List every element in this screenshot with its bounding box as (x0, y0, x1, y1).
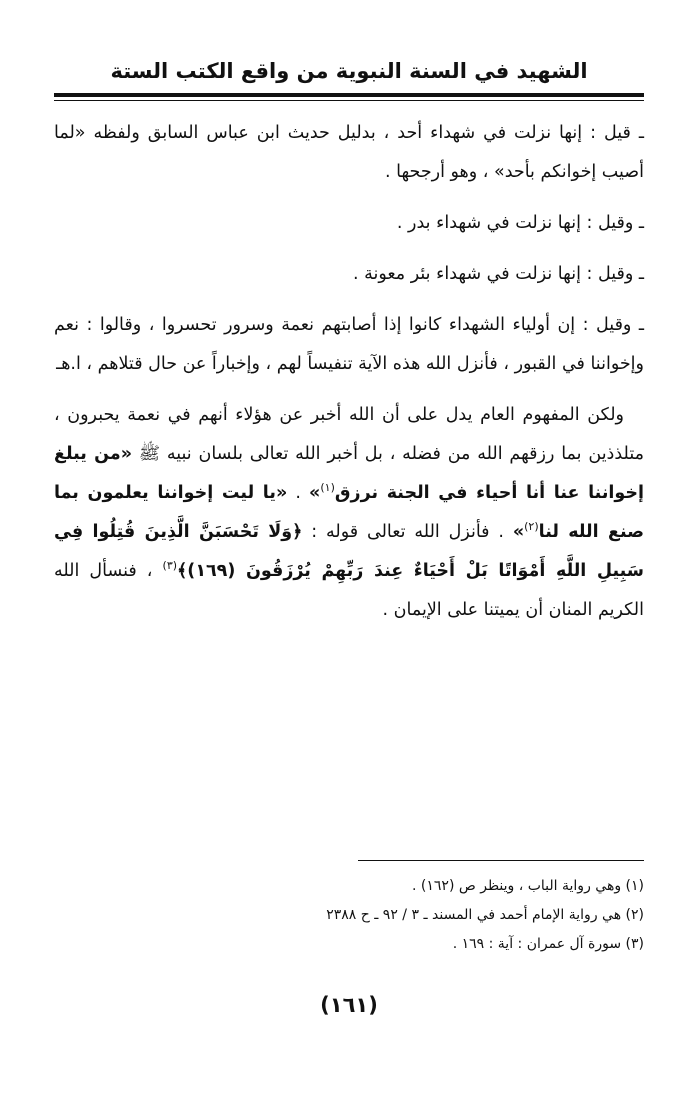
footnote-marker-3: (٣) (162, 559, 178, 573)
running-header-title: الشهيد في السنة النبوية من واقع الكتب الستة (110, 59, 588, 83)
paragraph-opinion-badr: ـ وقيل : إنها نزلت في شهداء بدر . (396, 213, 644, 233)
paragraph-general-meaning (54, 396, 644, 630)
general-meaning-intro: ولكن المفهوم العام يدل على أن الله أخبر عن هؤلاء أنهم في نعمة يحبرون ، متلذذين بما رزقهم الله من فضله ، بل أخبر الله تعالى بلسان نبيه ﷺ (54, 405, 644, 464)
quran-verse: ﴿وَلَا تَحْسَبَنَّ الَّذِينَ قُتِلُوا فِي سَبِيلِ اللَّهِ أَمْوَاتًا بَلْ أَحْيَاءٌ عِندَ رَبِّهِمْ يُرْزَقُونَ (١٦٩)﴾ (54, 522, 644, 581)
hadith-first-text: «من يبلغ إخواننا عنا أنا أحياء في الجنة نرزق (54, 444, 644, 503)
book-page (54, 0, 644, 1119)
paragraph-opinion-uhud: ـ قيل : إنها نزلت في شهداء أحد ، بدليل حديث ابن عباس السابق ولفظه «لما أصيب إخوانكم بأحد» ، وهو أرجحها . (54, 123, 644, 182)
header-thin-rule (54, 100, 644, 101)
hadith-separator: . (287, 483, 310, 503)
footnote-marker-2: (٢) (524, 520, 539, 534)
paragraph-opinion-bir-maouna: ـ وقيل : إنها نزلت في شهداء بئر معونة . (352, 264, 644, 284)
paragraph-opinion-relatives: ـ وقيل : إن أولياء الشهداء كانوا إذا أصابتهم نعمة وسرور تحسروا ، وقالوا : نعم وإخواننا في القبور ، فأنزل الله هذه الآية تنفيساً لهم ، وإخباراً عن حال قتلاهم ، ا.هـ (54, 315, 644, 374)
page-number: (١٦١) (320, 993, 378, 1017)
footnote-marker-1: (١) (320, 481, 335, 495)
header-thick-rule (54, 93, 644, 97)
verse-intro: . فأنزل الله تعالى قوله : (302, 522, 513, 542)
hadith-first-close: » (309, 483, 321, 503)
footnote-2: (٢) هي رواية الإمام أحمد في المسند ـ ٣ / ٩٢ ـ ح ٢٣٨٨ (326, 907, 644, 923)
footnote-3: (٣) سورة آل عمران : آية : ١٦٩ . (452, 936, 644, 952)
hadith-second-text: «يا ليت إخواننا يعلمون بما صنع الله لنا (54, 483, 645, 542)
main-text (54, 114, 644, 642)
hadith-second-close: » (512, 522, 525, 542)
footnote-divider (358, 860, 644, 861)
footnote-1: (١) وهي رواية الباب ، وينظر ص (١٦٢) . (412, 878, 644, 894)
closing-supplication: ، فنسأل الله الكريم المنان أن يميتنا على الإيمان . (54, 561, 644, 620)
footnotes (54, 872, 644, 959)
